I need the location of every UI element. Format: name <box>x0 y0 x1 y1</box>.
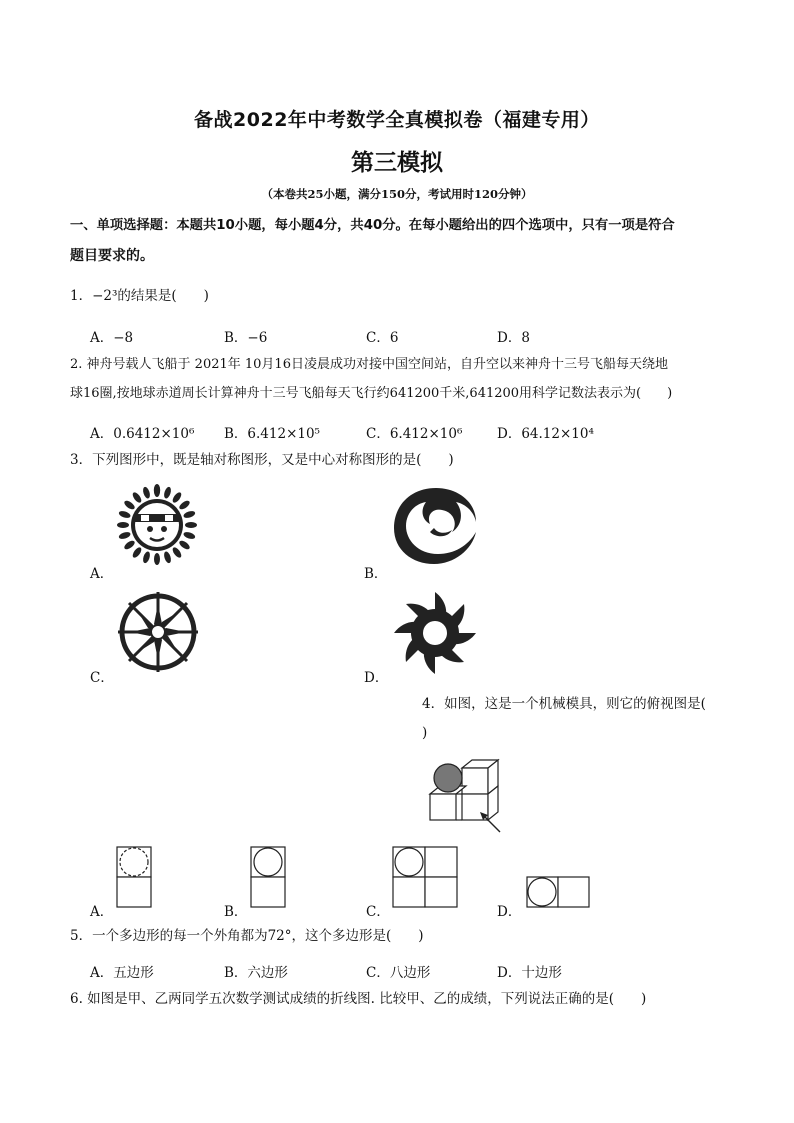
q4-option-a-figure <box>116 846 152 908</box>
section-heading <box>70 211 730 271</box>
q2-option-d: D．64.12×10⁴ <box>497 426 594 442</box>
question-4-line2: ) <box>422 725 428 741</box>
q3-label-b: B． <box>364 566 388 582</box>
sun-face-emblem-icon <box>116 484 198 566</box>
q2-option-b: B．6.412×10⁵ <box>224 426 320 442</box>
swirl-emblem-icon <box>390 484 482 568</box>
question-4-line1: 4．如图，这是一个机械模具，则它的俯视图是( <box>422 696 706 712</box>
exam-subtitle: 第三模拟 <box>351 150 443 176</box>
q1-option-a: A．−8 <box>90 330 134 346</box>
q4-option-b-figure <box>250 846 286 908</box>
q4-option-c-figure <box>392 846 458 908</box>
question-2 <box>70 350 730 408</box>
q4-label-c: C． <box>366 904 390 920</box>
q1-option-b: B．−6 <box>224 330 268 346</box>
q5-option-d: D．十边形 <box>497 965 562 981</box>
q1-option-d: D．8 <box>497 330 530 346</box>
q2-option-c: C．6.412×10⁶ <box>366 426 463 442</box>
page-title: 备战2022年中考数学全真模拟卷（福建专用） <box>194 109 600 131</box>
q3-label-a: A． <box>90 566 114 582</box>
question-3-text: 3．下列图形中，既是轴对称图形，又是中心对称图形的是( ) <box>70 452 454 468</box>
section-heading-line1: 一、单项选择题：本题共10小题，每小题4分，共40分。在每小题给出的四个选项中，只有一项是符合 <box>70 218 675 233</box>
pinwheel-flower-icon <box>392 590 478 676</box>
q5-option-c: C．八边形 <box>366 965 431 981</box>
q1-option-c: C．6 <box>366 330 399 346</box>
question-2-line1: 2. 神舟号载人飞船于 2021年 10月16日凌晨成功对接中国空间站，自升空以来神舟十三号飞船每天绕地 <box>70 357 668 372</box>
q4-label-d: D． <box>497 904 522 920</box>
question-2-line2: 球16圈,按地球赤道周长计算神舟十三号飞船每天飞行约641200千米,641200用科学记数法表示为( ) <box>70 386 673 401</box>
question-1-text: 1．−2³的结果是( ) <box>70 288 209 304</box>
exam-note: （本卷共25小题，满分150分，考试用时120分钟） <box>261 187 533 201</box>
question-1 <box>70 282 730 311</box>
q3-label-d: D． <box>364 670 389 686</box>
question-5-text: 5．一个多边形的每一个外角都为72°，这个多边形是( ) <box>70 928 424 944</box>
q4-option-d-figure <box>526 876 590 908</box>
q4-label-b: B． <box>224 904 248 920</box>
q2-option-a: A．0.6412×10⁶ <box>90 426 195 442</box>
section-heading-line2: 题目要求的。 <box>70 248 154 264</box>
q5-option-a: A．五边形 <box>90 965 154 981</box>
eight-spoke-wheel-icon <box>116 590 200 674</box>
q4-label-a: A． <box>90 904 114 920</box>
mechanical-mold-figure <box>420 754 510 834</box>
q5-option-b: B．六边形 <box>224 965 288 981</box>
q3-label-c: C． <box>90 670 114 686</box>
question-4 <box>422 690 732 748</box>
question-6-text: 6. 如图是甲、乙两同学五次数学测试成绩的折线图. 比较甲、乙的成绩，下列说法正确的是( ) <box>70 991 647 1007</box>
